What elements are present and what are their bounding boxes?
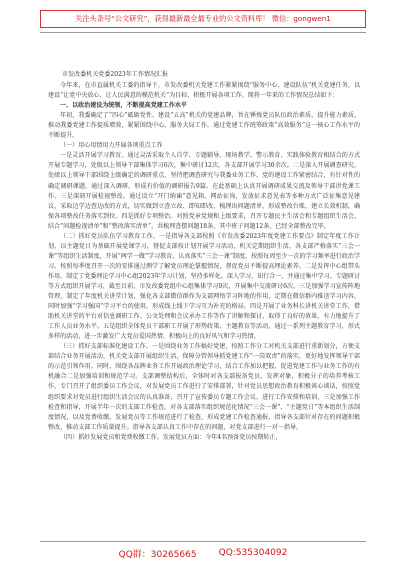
footer <box>40 545 366 561</box>
footer-qq-group: QQ群：30265665 <box>118 549 197 560</box>
header-banner: 关注头条号“公文研究”，获得最新最全最专业的公文资料库！ 微信：gongwen1 <box>40 10 366 28</box>
paragraph-intro: 今年来，在市直属机关工委的指导下，市发改委机关党建工作紧紧围绕“服务中心、建设队伍”机关党建任务，以建设“让党中央放心、让人民满意的模范机关”为目标，积极开展各项工作。现将一年来的工作情况总结如下： <box>48 82 360 100</box>
footer-qq: QQ:535304092 <box>218 548 288 558</box>
paragraph-study: 一是灵活开展学习教育。通过灵活采取个人自学、专题辅导、现场教学、警示教育、实践体验教育相结合的方式开展专题学习，处级以上领导干部集体学习6次，集中研讨12次，各支部开展学习30余次。二是深入开展调查研究。处级以上领导干部围绕上级确定的调研重点，坚持把调查研究与我委业务工作、党的建设工作紧密结合，有针对性的确定调研课题，通过深入调研，形成有价值的调研报告9篇。在此基础上认真开展调研成果交流及领导干部讲党课工作。三是深刻开展检视整改。通过设立“开门纳谏”意见箱、网站征询、发放征求意见表等多种方式广泛征集意见建议，采取边学边查边改的方式，切实做到立查立改、即知即改，梳理出问题清单，形成整改台账，建立长效机制，确保各项整改任务落实到位。四是抓好专项整治。对照党章党规和上级要求，召开专题民主生活会和专题组织生活会，结合“问题检视清单”和“整改落实清单”，共梳理查摆问题18条，其中班子问题12条，已经全部整改完毕。 <box>48 152 360 230</box>
paragraph-brand: 年初，我委确定了“四心”砥砺党性、建设“五高”机关的党建品牌，旨在锤炼党员队伍政治素质，提升能力素质，推动我委党建工作提质增效，紧紧围绕中心、服务大局工作，通过党建工作统筹政策“高效服务”这一核心工作水平的不断提升。 <box>48 112 360 140</box>
paragraph-education: （二）抓好党员队伍学习教育工作。一是指导各支部按照《市发改委2023年度党建工作要点》制定年度工作计划，以主题党日为基础开展党课学习，督促支部按计划开展学习活动，机关定期组织生活，各支部严格落实“三会一课”等组织生活制度，开展“两学一做”学习教育，认真落实“三会一课”制度，按照每周至少一次的学习频率进行政治学习。按照每季度召开一次的安排通过测学了解党员理论掌握情况，督促党员不断提高理论素养。二是发挥中心组带头作用，制定了党委理论学习中心组2023年学习计划，坚持多样化、深入学习、知行合一，并通过集中学习、专题研讨等方式组织开展学习，截至目前，市发改委党组中心组集体学习9次，开展集中交流研讨6次。三是加强学习宣传阵地管理，制定了年度机关讲堂计划，强化各支部微信群作为支部网络学习阵地的作用，定期在微信群内推送学习内容，同时加强“学习强国”学习平台的使用，形成线上线下学习互为补充的格局。四是开展了业务科长讲机关讲堂工作，借助机关讲堂的平台对信息调研工作、公文处理和会议承办工作等作了讲解和探讨，取得了良好的效果，有力地提升了工作人员业务水平。五是组织全体党员干部职工开展了形势政策、主题教育等活动，通过一系列主题教育学习，形式多样的活动，进一步激发广大党员爱国热情、积极向上的良好风气和学习热情。 <box>48 232 360 341</box>
paragraph-branch: （三）抓好支部标准化建设工作。一是围绕业务工作搞好党建，按照工作分工对机关支部进行重新划分，方便支部结合业务开展活动，机关党支部开展组织生活，保障分管领导抓党建工作“一岗双责”的落实，更好地发挥领导干部的示范引领作用。同时，围绕各品牌业务工作开展政治理论学习，结合工作加以把握，促进党建工作与业务工作的有机融合二是加强培训和规范学习。支部调整结构后，全体时对各支部报备党员，发挥对象，积极分子的培养考核工作，专门召开了组织委员工作会议，对发展党员工作进行了安排部署，针对党员思想政治教育积极谈心谈话，按照党组织要求对党员进行组织生活会议的认真准备，召开了宣传委员专题工作会议，进行工作安排和培训，三是加强工作检查和指导，开展半年一次的支部工作检查。对各支部落实组织规范化情况“三会一课”、“主题党日”等本组织生活制度情况，以及党费收缴、发展党员等工作规范进行了检查，形成党建工作检查通报，指导各支部针对存在的问题积极整改，推动支部工作质量提升。指导各支部认真工作中存在的问题，对党支部进行一对一指导。 <box>48 343 360 431</box>
document-title: 市发改委机关党委2023年工作情况汇报 <box>62 71 169 78</box>
paragraph-members: （四）抓好发展党员和党费收缴工作。发展党员方面：今年4名预备党员按期转正， <box>60 433 282 441</box>
header-divider <box>40 32 366 33</box>
section-heading-1: 一、以政治建设为统领，不断提高党建工作水平 <box>60 102 187 110</box>
subheading-1: （一）用心用情用力开展各项重点工作 <box>60 142 163 150</box>
footer-divider <box>40 541 366 542</box>
document-body <box>48 70 360 538</box>
